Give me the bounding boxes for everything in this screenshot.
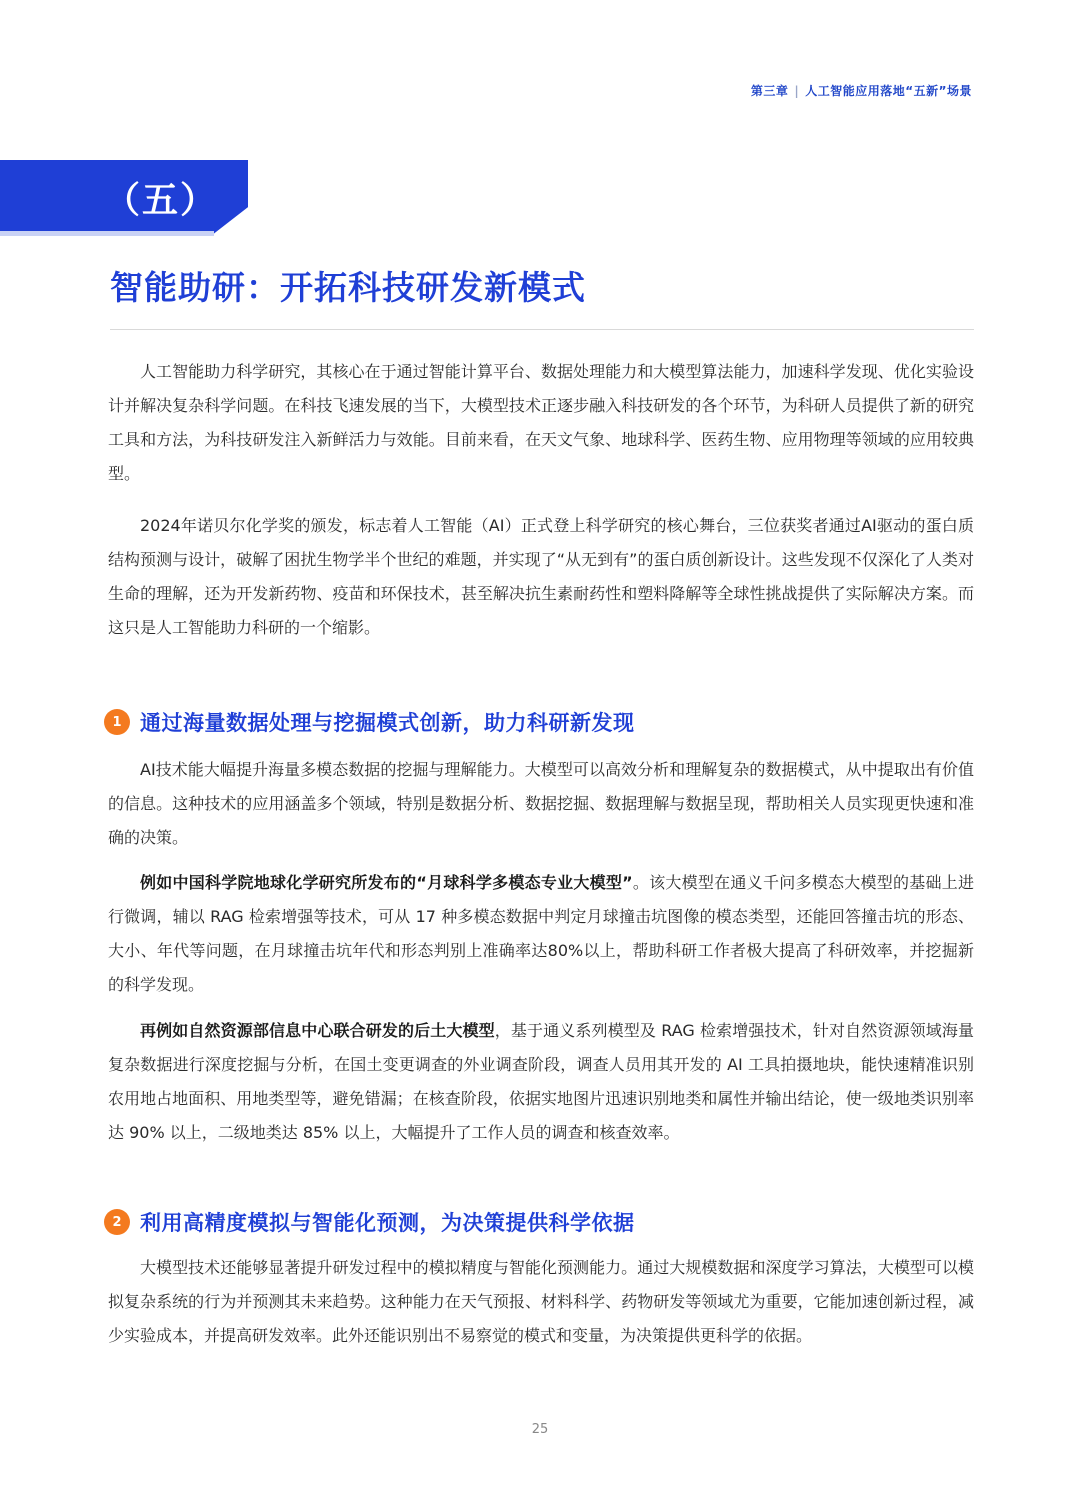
example-1-emphasis: 例如中国科学院地球化学研究所发布的“月球科学多模态专业大模型”	[140, 873, 633, 892]
subsection-2-title: 利用高精度模拟与智能化预测，为决策提供科学依据	[140, 1211, 635, 1235]
subsection-1-paragraph-2	[108, 866, 974, 1002]
subsection-1-paragraph-3	[108, 1014, 974, 1150]
chapter-title: 人工智能应用落地“五新”场景	[805, 84, 972, 98]
chapter-header	[751, 82, 972, 99]
chapter-label: 第三章	[750, 84, 789, 98]
intro-paragraph-1: 人工智能助力科学研究，其核心在于通过智能计算平台、数据处理能力和大模型算法能力，加速科学发现、优化实验设计并解决复杂科学问题。在科技飞速发展的当下，大模型技术正逐步融入科技研发的各个环节，为科研人员提供了新的研究工具和方法，为科技研发注入新鲜活力与效能。目前来看，在天文气象、地球科学、医药生物、应用物理等领域的应用较典型。	[108, 362, 974, 483]
subsection-1-number-badge: 1	[104, 709, 130, 735]
example-1-text: 。该大模型在通义千问多模态大模型的基础上进行微调，辅以 RAG 检索增强等技术，可从 17 种多模态数据中判定月球撞击坑图像的模态类型，还能回答撞击坑的形态、大小、年代等问题，在月球撞击坑年代和形态判别上准确率达80%以上，帮助科研工作者极大提高了科研效率，并挖掘新的科学发现。	[108, 873, 974, 994]
intro-paragraph-2: 2024年诺贝尔化学奖的颁发，标志着人工智能（AI）正式登上科学研究的核心舞台，三位获奖者通过AI驱动的蛋白质结构预测与设计，破解了困扰生物学半个世纪的难题，并实现了“从无到有”的蛋白质创新设计。这些发现不仅深化了人类对生命的理解，还为开发新药物、疫苗和环保技术，甚至解决抗生素耐药性和塑料降解等全球性挑战提供了实际解决方案。而这只是人工智能助力科研的一个缩影。	[108, 516, 974, 637]
subsection-2-number-badge: 2	[104, 1209, 130, 1235]
header-separator: |	[794, 84, 800, 98]
title-divider	[110, 329, 974, 330]
subsection-1-paragraph-1: AI技术能大幅提升海量多模态数据的挖掘与理解能力。大模型可以高效分析和理解复杂的数据模式，从中提取出有价值的信息。这种技术的应用涵盖多个领域，特别是数据分析、数据挖掘、数据理解与数据呈现，帮助相关人员实现更快速和准确的决策。	[108, 760, 974, 847]
subsection-2-paragraph-1: 大模型技术还能够显著提升研发过程中的模拟精度与智能化预测能力。通过大规模数据和深度学习算法，大模型可以模拟复杂系统的行为并预测其未来趋势。这种能力在天气预报、材料科学、药物研发等领域尤为重要，它能加速创新过程，减少实验成本，并提高研发效率。此外还能识别出不易察觉的模式和变量，为决策提供更科学的依据。	[108, 1258, 974, 1345]
example-2-emphasis: 再例如自然资源部信息中心联合研发的后土大模型	[140, 1021, 495, 1040]
page-title: 智能助研：开拓科技研发新模式	[110, 268, 586, 307]
section-banner-shadow	[0, 231, 214, 236]
section-number: （五）	[104, 180, 219, 221]
subsection-2-heading	[104, 1207, 635, 1237]
subsection-1-title: 通过海量数据处理与挖掘模式创新，助力科研新发现	[140, 711, 635, 735]
subsection-1-heading	[104, 707, 635, 737]
example-2-text: ，基于通义系列模型及 RAG 检索增强技术，针对自然资源领域海量复杂数据进行深度挖掘与分析，在国土变更调查的外业调查阶段，调查人员用其开发的 AI 工具拍摄地块，能快速精准识别农用地占地面积、用地类型等，避免错漏；在核查阶段，依据实地图片迅速识别地类和属性并输出结论，使一级地类识别率达 90% 以上，二级地类达 85% 以上，大幅提升了工作人员的调查和核查效率。	[108, 1021, 974, 1142]
page-number: 25	[531, 1422, 549, 1437]
